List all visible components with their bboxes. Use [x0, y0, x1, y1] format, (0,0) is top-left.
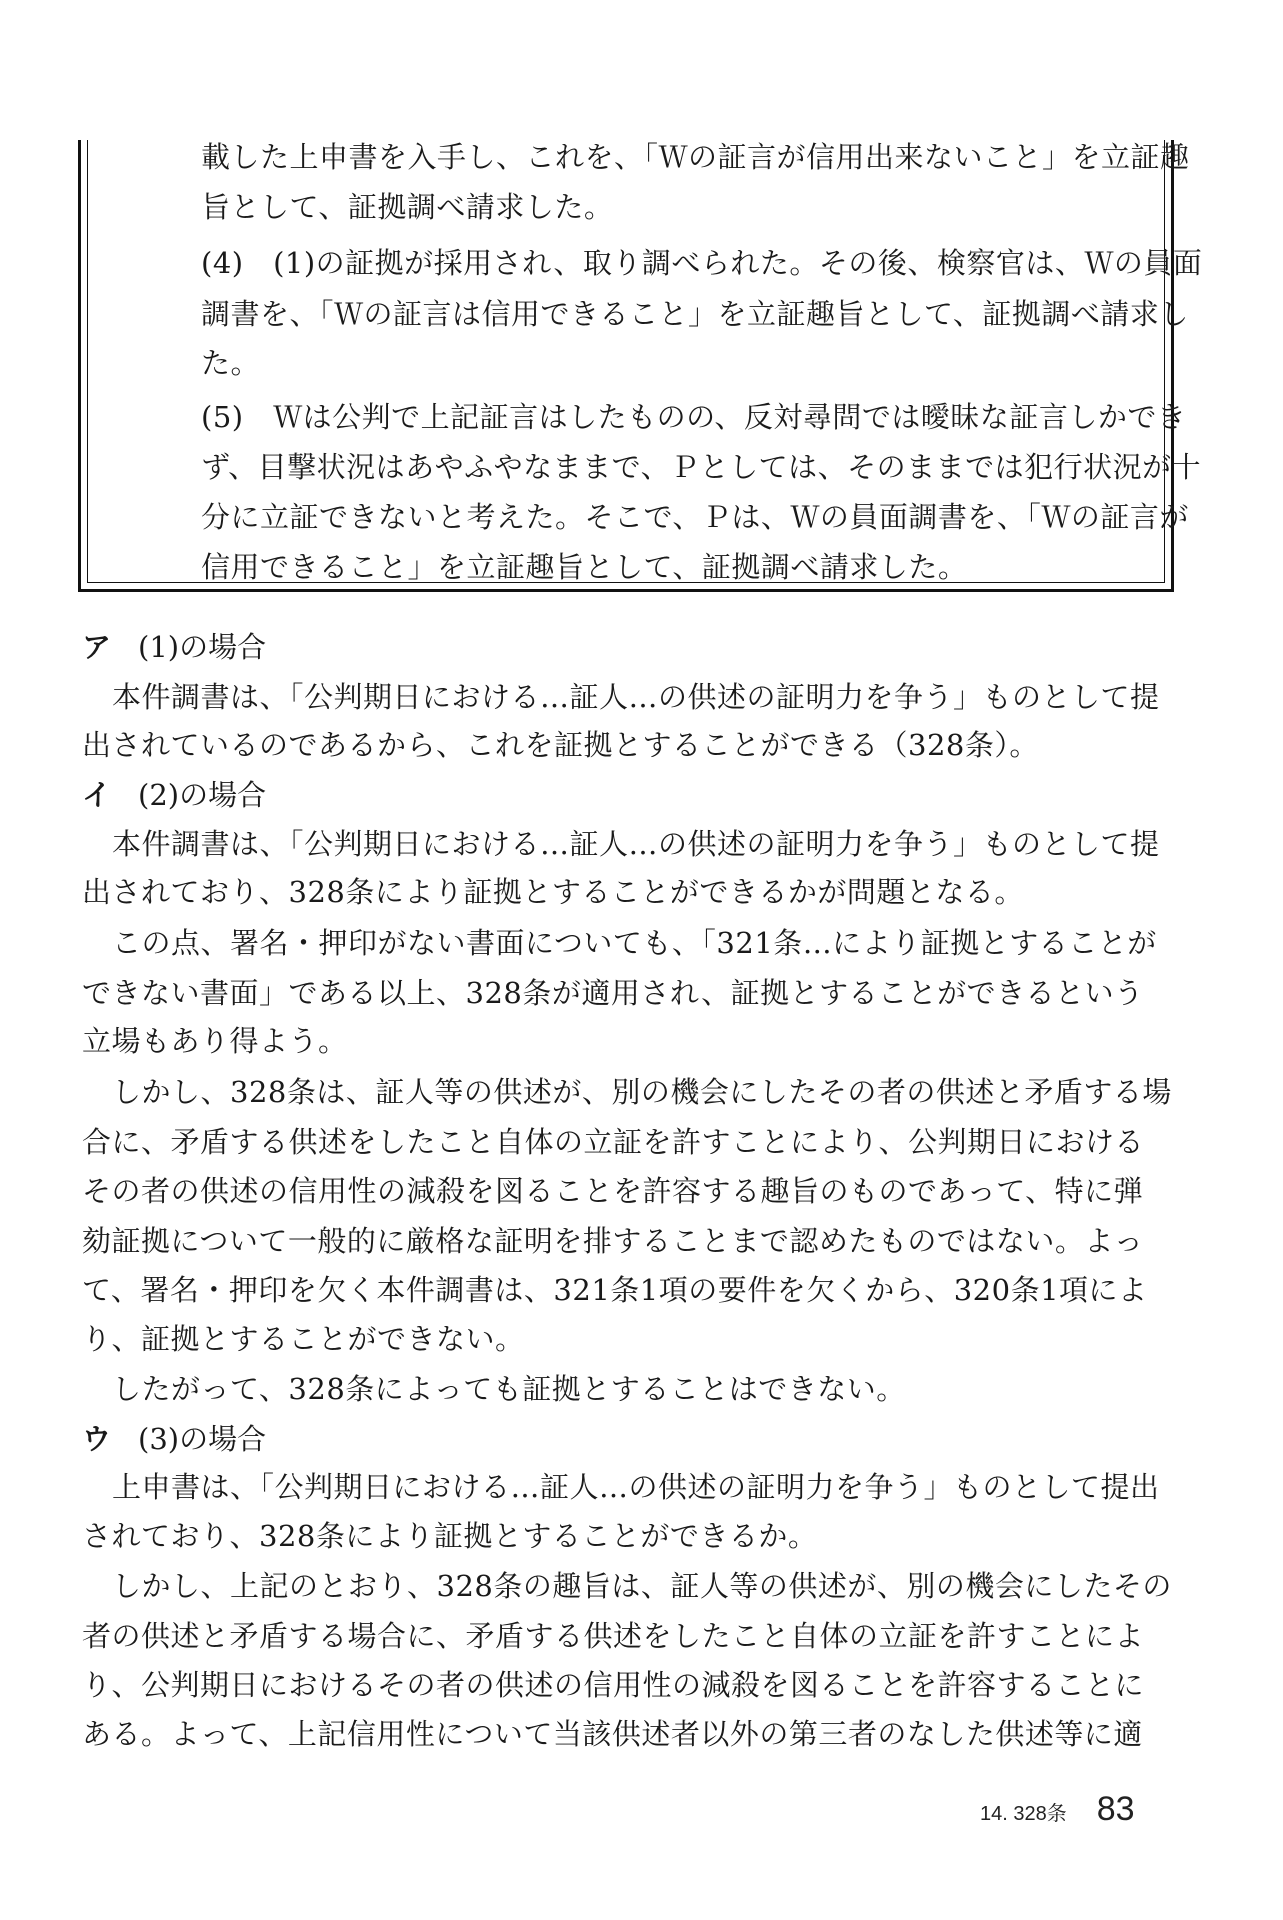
paragraph-line: できない書面」である以上、328条が適用され、証拠とすることができるという: [82, 976, 1144, 1010]
paragraph-line: しかし、上記のとおり、328条の趣旨は、証人等の供述が、別の機会にしたその: [112, 1569, 1172, 1603]
page-footer: [980, 1790, 1135, 1829]
section-title: (1)の場合: [138, 630, 267, 664]
section-title: (3)の場合: [138, 1422, 267, 1456]
paragraph-line: 劾証拠について一般的に厳格な証明を排することまで認めたものではない。よっ: [82, 1224, 1144, 1258]
box-line: (5) Ｗは公判で上記証言はしたものの、反対尋問では曖昧な証言しかでき: [201, 400, 1187, 434]
paragraph-line: 合に、矛盾する供述をしたこと自体の立証を許すことにより、公判期日における: [82, 1125, 1145, 1159]
paragraph-line: 立場もあり得よう。: [82, 1024, 348, 1058]
section-mark: ア: [82, 630, 112, 664]
box-line: 分に立証できないと考えた。そこで、Ｐは、Ｗの員面調書を、「Ｗの証言が: [201, 500, 1189, 534]
paragraph-line: て、署名・押印を欠く本件調書は、321条1項の要件を欠くから、320条1項によ: [82, 1273, 1148, 1307]
paragraph-line: ある。よって、上記信用性について当該供述者以外の第三者のなした供述等に適: [82, 1717, 1143, 1751]
paragraph-line: 本件調書は、「公判期日における…証人…の供述の証明力を争う」ものとして提: [112, 680, 1160, 714]
box-line: た。: [201, 346, 261, 380]
paragraph-line: 出されているのであるから、これを証拠とすることができる（328条）。: [82, 728, 1039, 762]
section-title: (2)の場合: [138, 778, 267, 812]
chapter-label: 14. 328条: [980, 1803, 1067, 1825]
section-heading-i: [82, 770, 266, 820]
paragraph-line: り、証拠とすることができない。: [82, 1322, 525, 1356]
paragraph-line: その者の供述の信用性の減殺を図ることを許容する趣旨のものであって、特に弾: [82, 1174, 1144, 1208]
paragraph-line: この点、署名・押印がない書面についても、「321条…により証拠とすることが: [112, 926, 1157, 960]
paragraph-line: しかし、328条は、証人等の供述が、別の機会にしたその者の供述と矛盾する場: [112, 1075, 1172, 1109]
box-line: 調書を、「Ｗの証言は信用できること」を立証趣旨として、証拠調べ請求し: [201, 297, 1189, 331]
box-line: (4) (1)の証拠が採用され、取り調べられた。その後、検察官は、Ｗの員面: [201, 246, 1203, 280]
paragraph-line: 上申書は、「公判期日における…証人…の供述の証明力を争う」ものとして提出: [112, 1470, 1160, 1504]
box-line: 載した上申書を入手し、これを、「Ｗの証言が信用出来ないこと」を立証趣: [201, 140, 1190, 174]
paragraph-line: したがって、328条によっても証拠とすることはできない。: [112, 1372, 906, 1406]
section-heading-u: [82, 1414, 266, 1464]
page-number: 83: [1096, 1790, 1135, 1828]
section-mark: イ: [82, 778, 112, 812]
paragraph-line: り、公判期日におけるその者の供述の信用性の減殺を図ることを許容することに: [82, 1668, 1145, 1702]
box-line: 旨として、証拠調べ請求した。: [201, 190, 614, 224]
box-line: 信用できること」を立証趣旨として、証拠調べ請求した。: [201, 550, 968, 584]
section-heading-a: [82, 622, 266, 672]
section-mark: ウ: [82, 1422, 112, 1456]
paragraph-line: されており、328条により証拠とすることができるか。: [82, 1519, 818, 1553]
paragraph-line: 本件調書は、「公判期日における…証人…の供述の証明力を争う」ものとして提: [112, 827, 1160, 861]
box-line: ず、目撃状況はあやふやなままで、Ｐとしては、そのままでは犯行状況が十: [201, 450, 1202, 484]
paragraph-line: 出されており、328条により証拠とすることができるかが問題となる。: [82, 875, 1024, 909]
case-facts-box: [78, 140, 1203, 592]
paragraph-line: 者の供述と矛盾する場合に、矛盾する供述をしたこと自体の立証を許すことによ: [82, 1619, 1145, 1653]
